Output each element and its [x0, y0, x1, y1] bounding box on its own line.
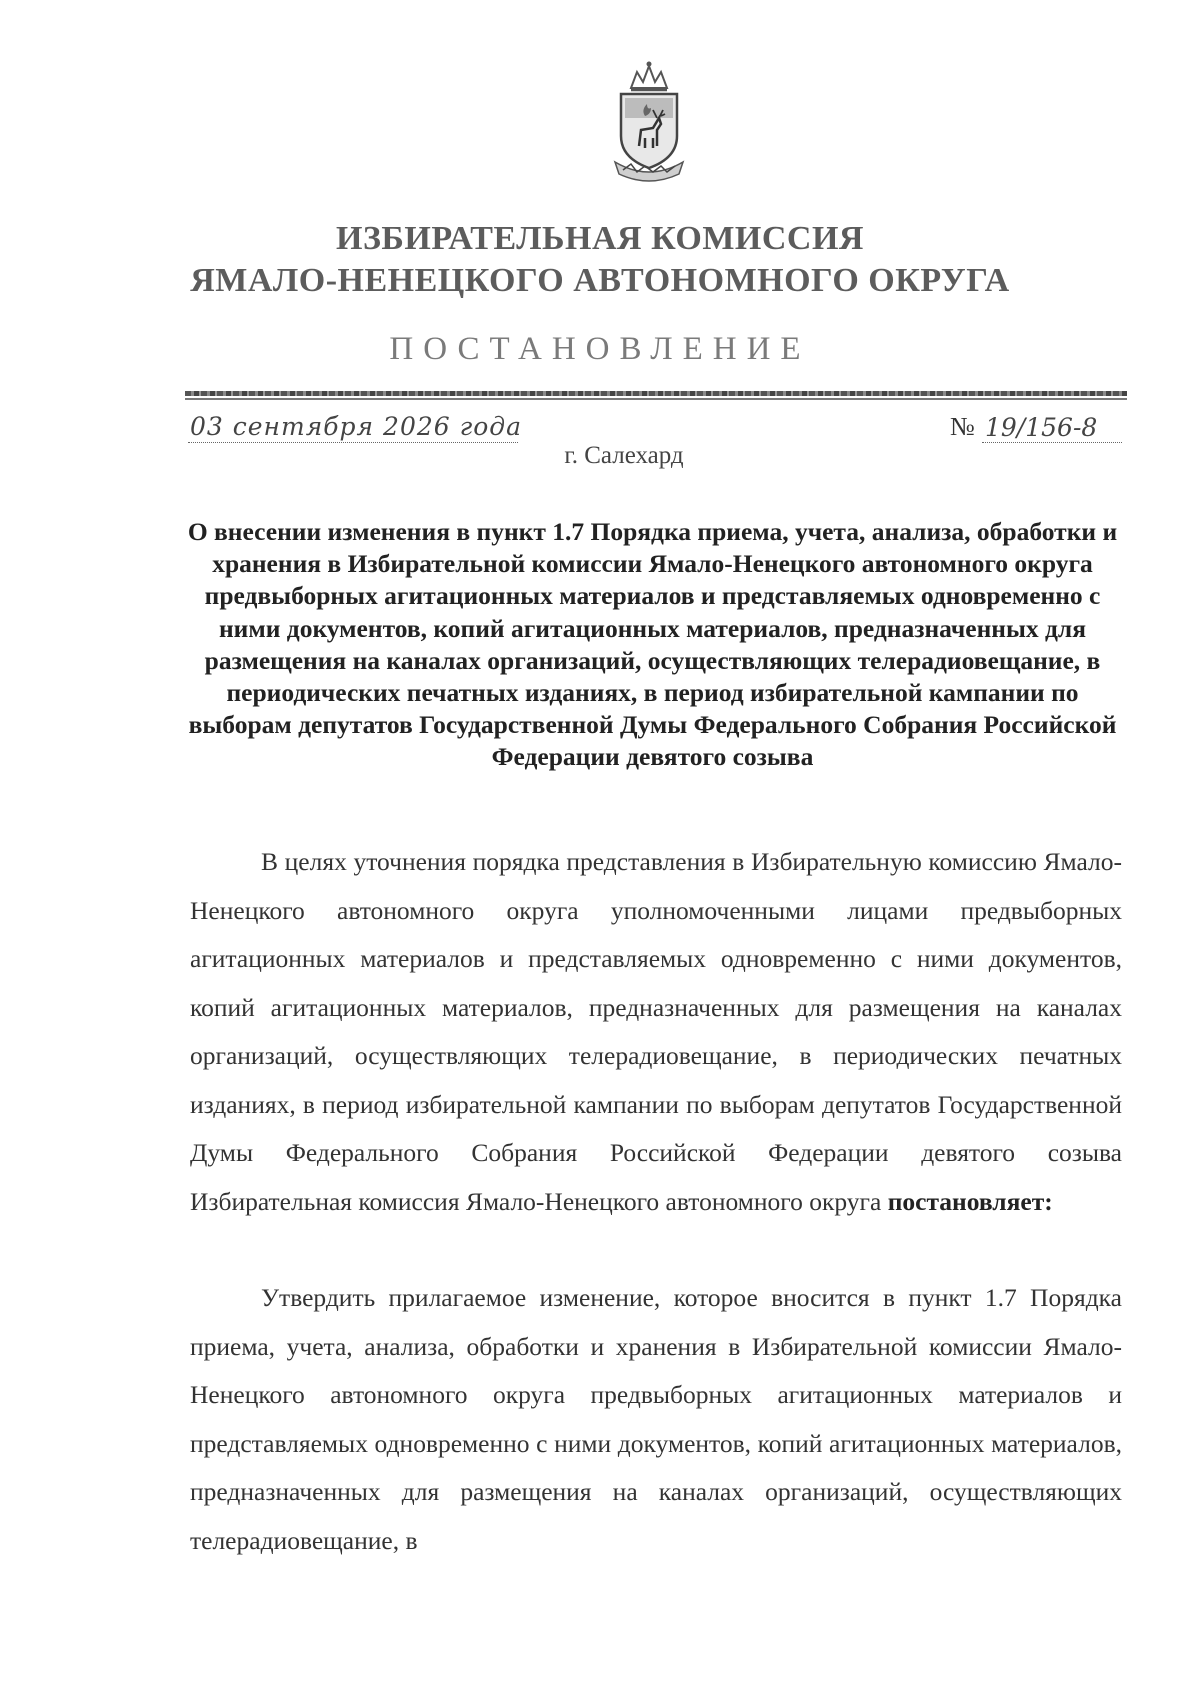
- document-title: О внесении изменения в пункт 1.7 Порядка приема, учета, анализа, обработки и хранения в Избирательной комиссии Ямало-Ненецкого автономного округа предвыборных агитационных материалов и представляемых одновременно с ними документов, копий агитационных материалов, предназначенных для размещения на каналах организаций, осуществляющих телерадиовещание, в периодических печатных изданиях, в период избирательной кампании по выборам депутатов Государственной Думы Федерального Собрания Российской Федерации девятого созыва: [187, 517, 1118, 772]
- city: г. Салехард: [564, 442, 684, 469]
- document-type: ПОСТАНОВЛЕНИЕ: [389, 331, 811, 367]
- header-divider-thin: [185, 398, 1127, 400]
- header-divider: [185, 391, 1127, 396]
- document-date: 03 сентября 2026 года: [190, 412, 523, 441]
- coat-of-arms-icon: [601, 58, 697, 186]
- body-paragraph-1: [190, 838, 1122, 1226]
- body-paragraph-1-text: В целях уточнения порядка представления в Избирательную комиссию Ямало-Ненецкого автономного округа уполномоченными лицами предвыборных агитационных материалов и представляемых одновременно с ними документов, копий агитационных материалов, предназначенных для размещения на каналах организаций, осуществляющих телерадиовещание, в периодических печатных изданиях, в период избирательной кампании по выборам депутатов Государственной Думы Федерального Собрания Российской Федерации девятого созыва Избирательная комиссия Ямало-Ненецкого автономного округа: [190, 847, 1122, 1216]
- resolution-verb: постановляет:: [887, 1186, 1053, 1216]
- body-paragraph-2: Утвердить прилагаемое изменение, которое вносится в пункт 1.7 Порядка приема, учета, анализа, обработки и хранения в Избирательной комиссии Ямало-Ненецкого автономного округа предвыборных агитационных материалов и представляемых одновременно с ними документов, копий агитационных материалов, предназначенных для размещения на каналах организаций, осуществляющих телерадиовещание, в: [190, 1283, 1122, 1555]
- number-sign: №: [950, 412, 975, 441]
- organization-name-line-2: ЯМАЛО-НЕНЕЦКОГО АВТОНОМНОГО ОКРУГА: [190, 262, 1010, 299]
- document-number: 19/156-8: [985, 413, 1098, 442]
- organization-name-line-1: ИЗБИРАТЕЛЬНАЯ КОМИССИЯ: [336, 220, 864, 257]
